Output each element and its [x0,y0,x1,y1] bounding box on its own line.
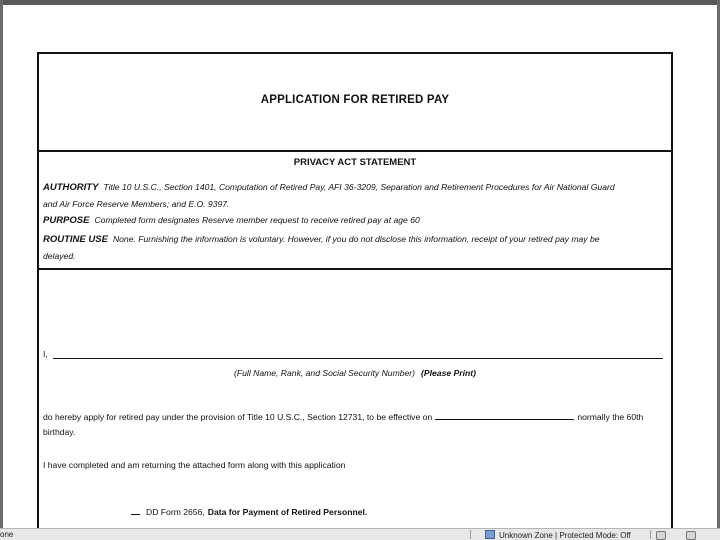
privacy-act-section [39,152,671,270]
apply-paragraph [43,410,663,440]
zoom-icon[interactable] [656,531,666,540]
effective-date-field[interactable] [435,410,573,420]
name-caption-text: (Full Name, Rank, and Social Security Number) [234,368,416,378]
name-prefix: I, [43,349,48,359]
privacy-heading: PRIVACY ACT STATEMENT [293,157,417,168]
routine-use-text: None. Furnishing the information is voluntary. However, if you do not disclose this information, receipt of your retired pay may be [112,234,600,244]
authority-text: Title 10 U.S.C., Section 1401, Computation of Retired Pay, AFI 36-3209, Separation and Retirement Procedures for Air National Guard [103,182,615,192]
form-frame [37,52,673,534]
dd-form-title: Data for Payment of Retired Personnel. [207,507,368,517]
document-page [3,5,717,529]
apply-text-end: , normally the 60th [572,412,644,422]
authority-continued: and Air Force Reserve Members; and E.O. 9397. [43,199,230,209]
authority-paragraph [43,179,663,196]
routine-use-continued: delayed. [43,251,76,261]
apply-text-birthday: birthday. [43,427,76,437]
status-text: one [0,530,14,539]
name-line [43,349,663,363]
security-zone[interactable] [485,530,645,540]
purpose-label: PURPOSE [43,215,90,226]
status-bar [0,528,720,540]
please-print-text: (Please Print) [421,368,476,378]
routine-use-paragraph [43,231,663,248]
status-separator [470,530,471,539]
apply-text-start: do hereby apply for retired pay under the provision of Title 10 U.S.C., Section 12731, to be effective on [43,412,433,422]
dd-form-checkbox[interactable] [131,505,140,515]
title-section [39,54,671,152]
status-separator [650,530,651,539]
globe-icon [485,530,495,539]
routine-use-label: ROUTINE USE [43,234,108,245]
purpose-paragraph [43,212,663,229]
application-section [39,270,671,540]
privacy-body [43,179,663,264]
name-caption [39,368,671,378]
name-field[interactable] [53,358,663,359]
authority-label: AUTHORITY [43,182,99,193]
purpose-text: Completed form designates Reserve member request to receive retired pay at age 60 [94,215,420,225]
zone-label: Unknown Zone | Protected Mode: Off [499,531,631,540]
dd-form-name: DD Form 2656, [146,507,205,517]
dd-form-2656-item [131,505,531,517]
page-icon[interactable] [686,531,696,540]
form-title: APPLICATION FOR RETIRED PAY [260,94,450,106]
returning-statement: I have completed and am returning the attached form along with this application [43,460,346,470]
